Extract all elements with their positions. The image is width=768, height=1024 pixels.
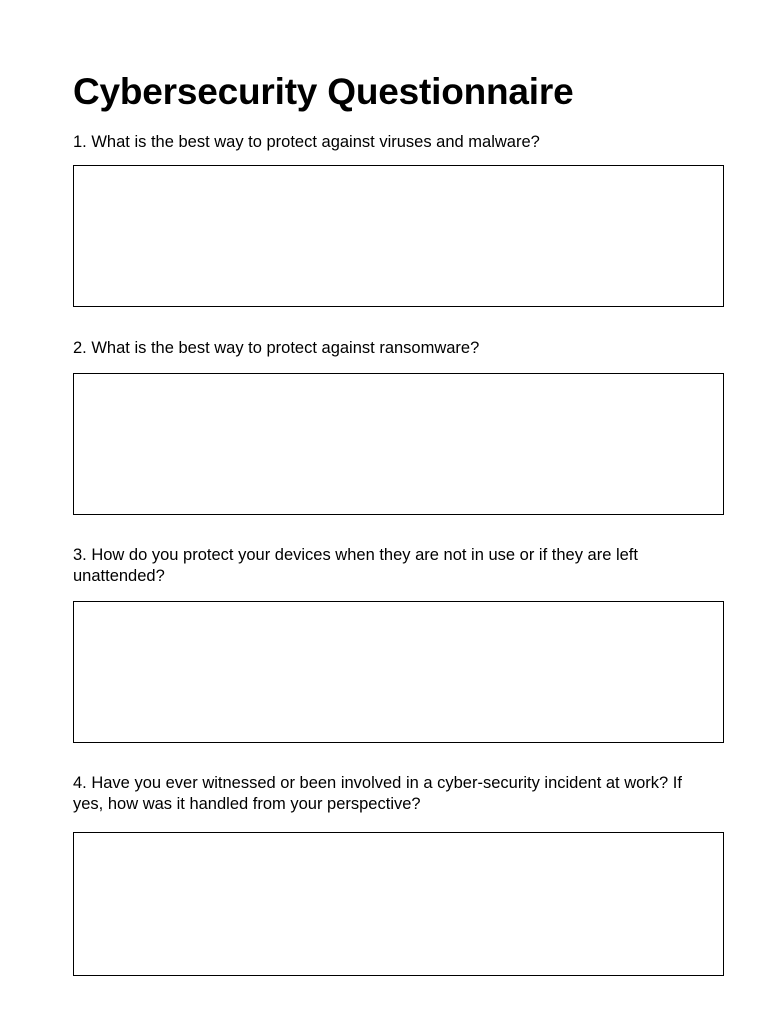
question-2-text: 2. What is the best way to protect against ransomware? — [73, 339, 480, 357]
question-1-text: 1. What is the best way to protect against viruses and malware? — [73, 133, 540, 151]
page-title: Cybersecurity Questionnaire — [73, 71, 574, 112]
question-3-text: 3. How do you protect your devices when they are not in use or if they are left unattended? — [73, 546, 638, 585]
question-4-text: 4. Have you ever witnessed or been involved in a cyber-security incident at work? If yes, how was it handled from your perspective? — [73, 774, 682, 813]
question-1-answer-box[interactable] — [73, 165, 724, 307]
question-2-answer-box[interactable] — [73, 373, 724, 515]
question-3-answer-box[interactable] — [73, 601, 724, 743]
question-4-answer-box[interactable] — [73, 832, 724, 976]
